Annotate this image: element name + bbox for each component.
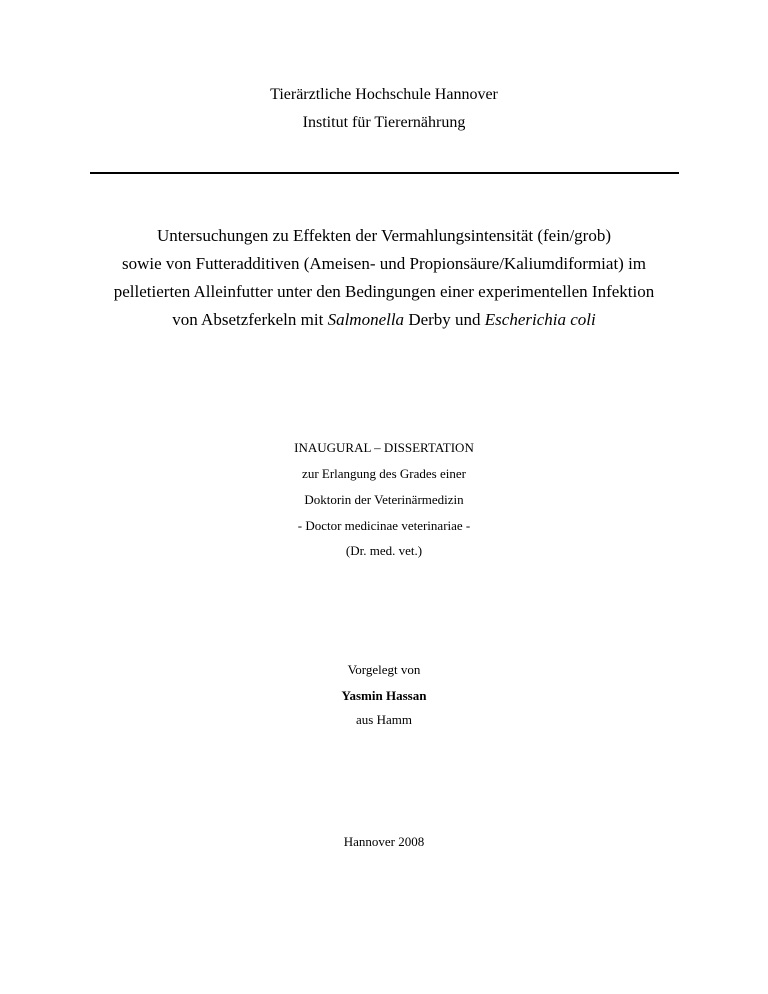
thesis-title-line-2: sowie von Futteradditiven (Ameisen- und Propionsäure/Kaliumdiformiat) im (121, 254, 647, 273)
author-origin: aus Hamm (356, 712, 412, 727)
horizontal-divider (90, 172, 679, 174)
thesis-title-line-3: pelletierten Alleinfutter unter den Bedingungen einer experimentellen Infektion (113, 282, 655, 301)
title-text-part: Derby und (404, 310, 485, 329)
thesis-title-line-4 (0, 306, 768, 334)
dissertation-heading: INAUGURAL – DISSERTATION (294, 440, 474, 455)
thesis-title (0, 222, 768, 334)
title-text-part: von Absetzferkeln mit (172, 310, 328, 329)
university-name: Tierärztliche Hochschule Hannover (270, 86, 498, 103)
degree-abbreviation: (Dr. med. vet.) (345, 543, 423, 558)
author-name: Yasmin Hassan (341, 688, 427, 703)
place-and-year: Hannover 2008 (343, 834, 425, 849)
presented-by-label: Vorgelegt von (347, 662, 421, 677)
degree-line-1: zur Erlangung des Grades einer (302, 466, 466, 481)
degree-line-2: Doktorin der Veterinärmedizin (304, 492, 464, 507)
title-species-ecoli: Escherichia coli (484, 310, 596, 329)
degree-line-3: - Doctor medicinae veterinariae - (297, 518, 471, 533)
thesis-title-line-1: Untersuchungen zu Effekten der Vermahlungsintensität (fein/grob) (157, 226, 611, 245)
title-species-salmonella: Salmonella (327, 310, 405, 329)
institute-name: Institut für Tierernährung (302, 114, 466, 131)
